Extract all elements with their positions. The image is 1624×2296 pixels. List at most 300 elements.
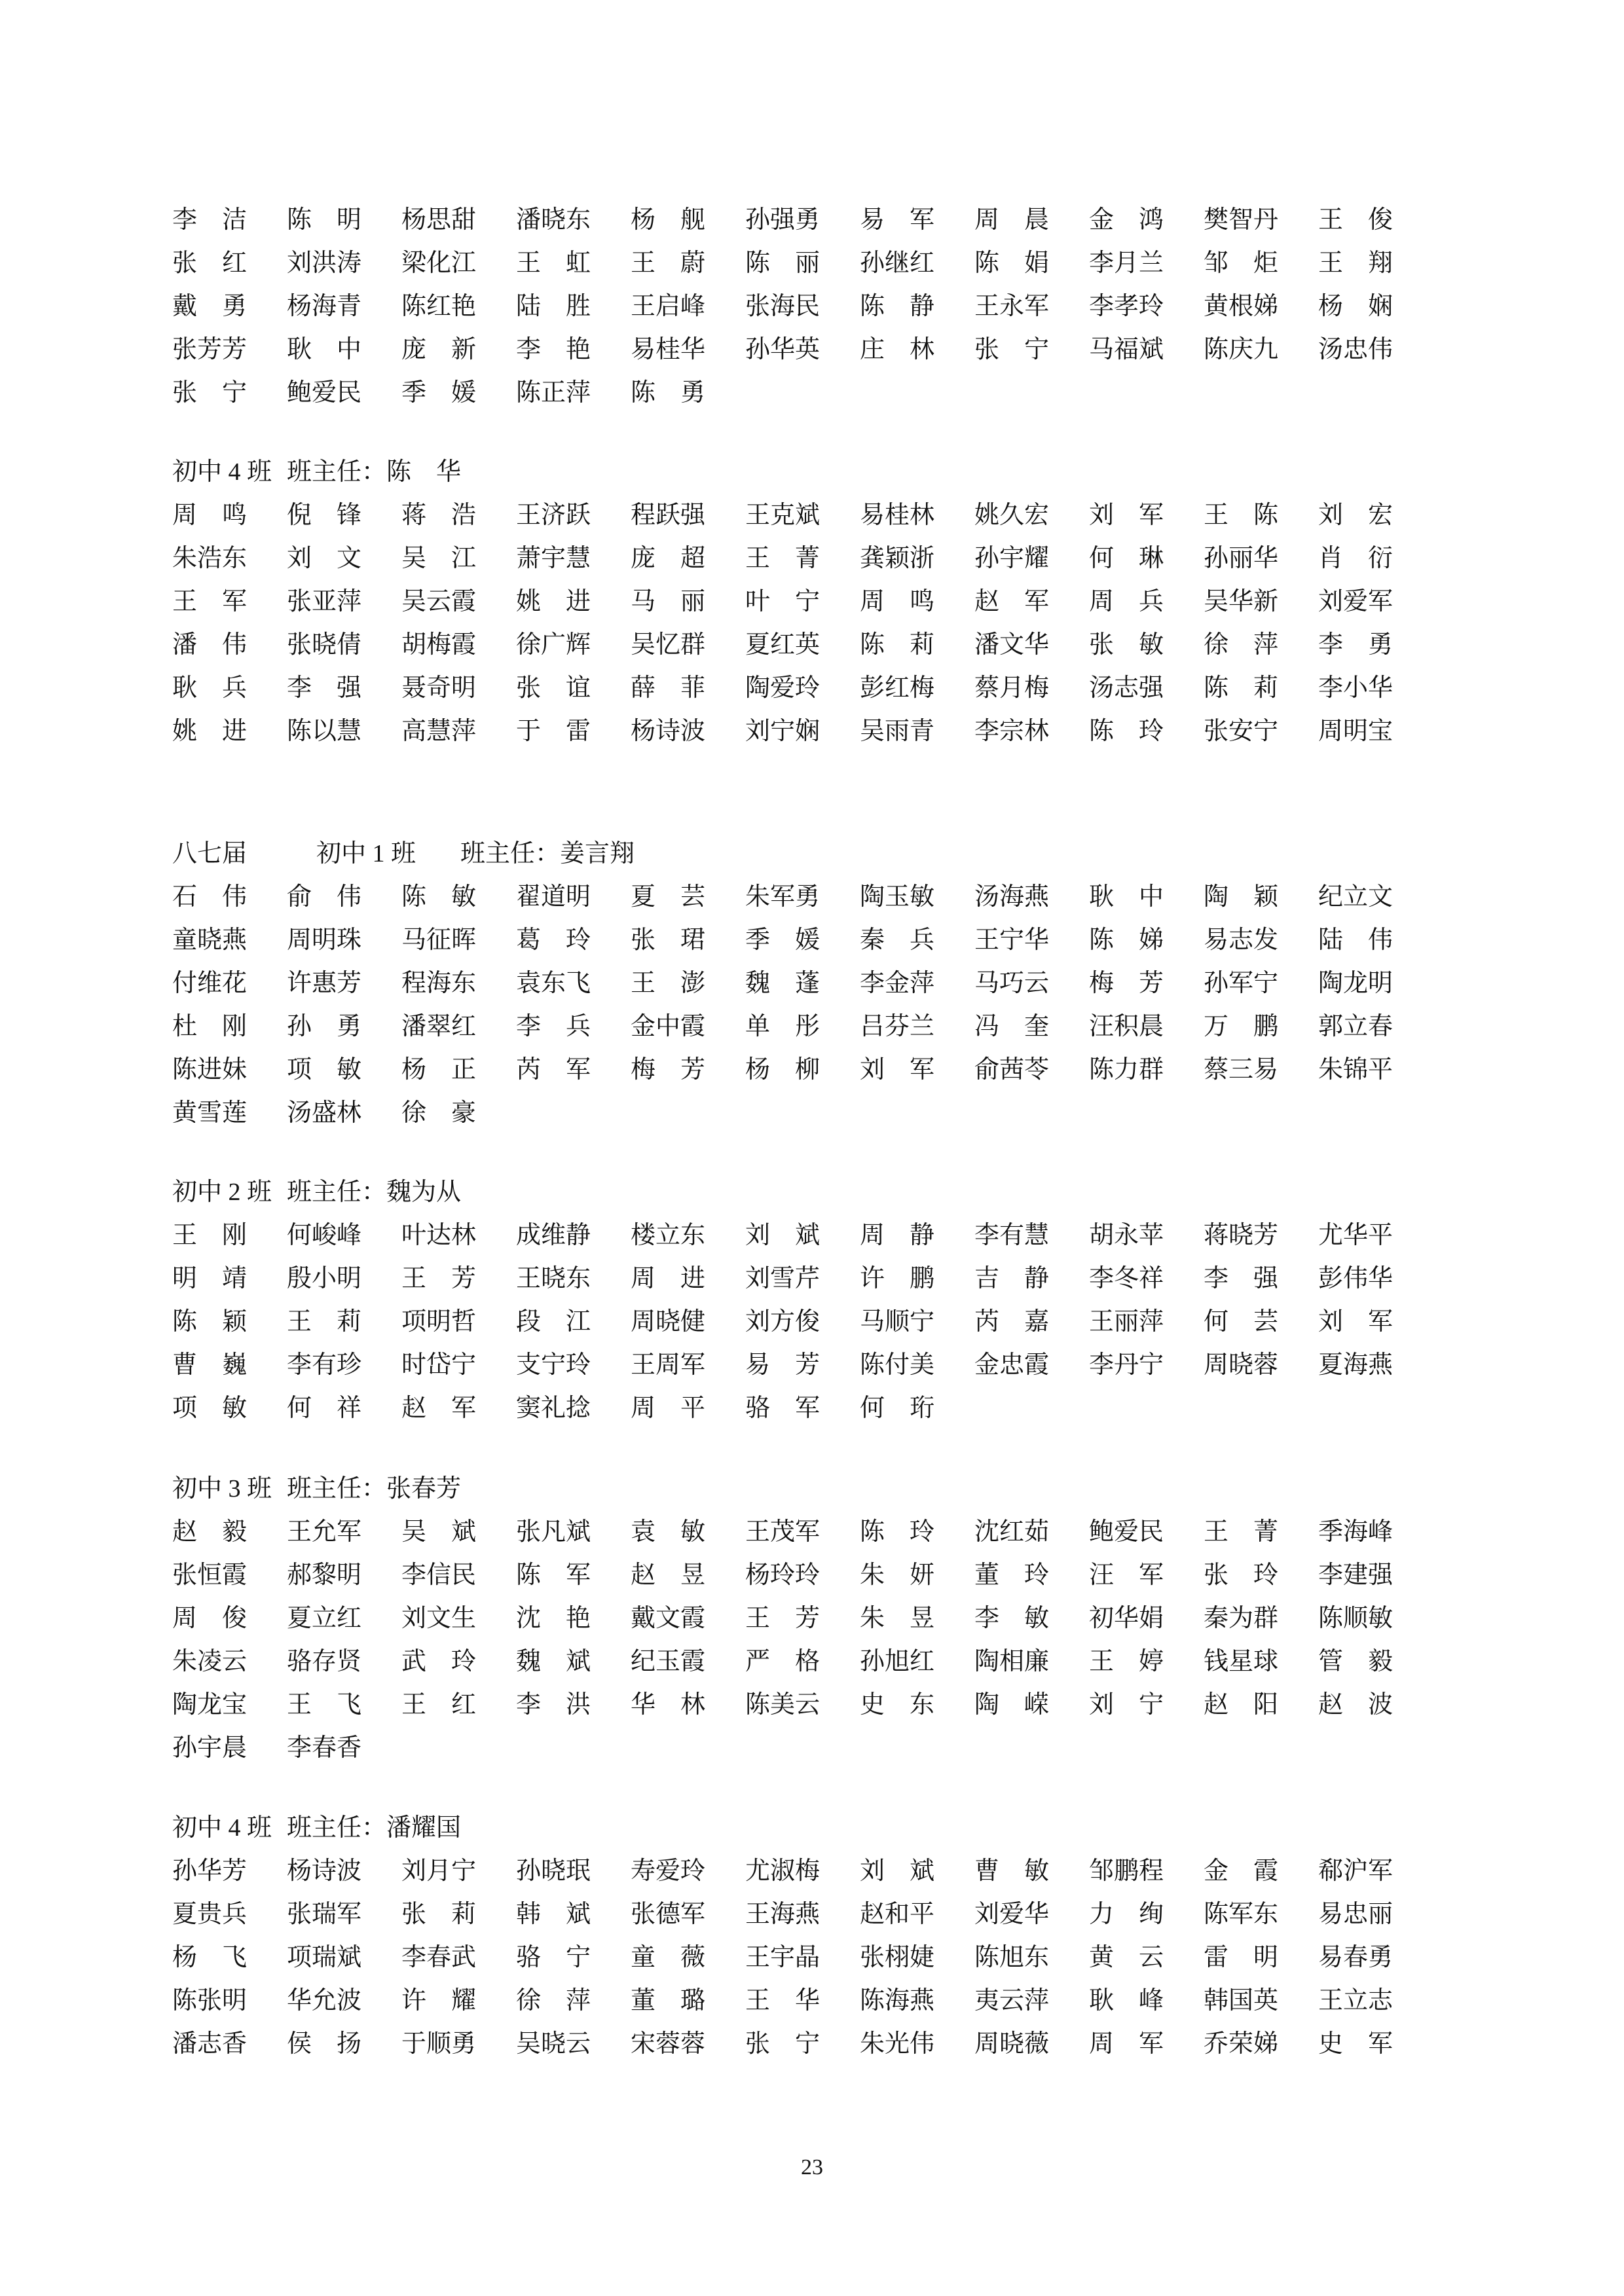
student-name: 张 玲 [1204,1561,1279,1589]
student-name: 胡梅霞 [401,631,477,659]
student-name: 陶 颖 [1204,883,1279,911]
student-name: 易 军 [860,206,935,234]
student-name: 杨思甜 [401,206,477,234]
name-row [0,1092,1624,1134]
student-name: 陈 敏 [401,883,477,911]
student-name: 黄 云 [1089,1944,1164,1971]
student-name: 陈正萍 [516,379,591,407]
name-row [0,329,1624,371]
student-name: 李 艳 [516,336,591,363]
student-name: 刘 斌 [860,1857,935,1885]
student-name: 夷云萍 [974,1987,1050,2014]
student-name: 王 婷 [1089,1648,1164,1675]
student-name: 彭伟华 [1318,1265,1393,1292]
section-header-part: 初中 4 班 [172,1814,272,1842]
student-name: 陈 勇 [631,379,706,407]
student-name: 李 强 [1204,1265,1279,1292]
student-name: 郝黎明 [287,1561,362,1589]
student-name: 刘 文 [287,545,362,572]
student-name: 史 东 [860,1691,935,1719]
student-name: 戴文霞 [631,1605,706,1632]
student-name: 杨玲玲 [745,1561,821,1589]
student-name: 魏 斌 [516,1648,591,1675]
student-name: 姚 进 [516,588,591,615]
student-name: 张德军 [631,1901,706,1928]
student-name: 段 江 [516,1308,591,1336]
student-name: 马 丽 [631,588,706,615]
student-name: 姚 进 [172,718,248,745]
student-name: 华 林 [631,1691,706,1719]
student-name: 童晓燕 [172,926,248,954]
student-name: 薛 菲 [631,674,706,702]
student-name: 蒋 浩 [401,501,477,529]
student-name: 何 祥 [287,1394,362,1422]
student-name: 张 珺 [631,926,706,954]
student-name: 时岱宁 [401,1351,477,1379]
name-row [0,285,1624,327]
student-name: 潘晓东 [516,206,591,234]
student-name: 张亚萍 [287,588,362,615]
student-name: 严 格 [745,1648,821,1675]
student-name: 吴 斌 [401,1518,477,1546]
student-name: 龚颖浙 [860,545,935,572]
student-name: 秦 兵 [860,926,935,954]
student-name: 陈军东 [1204,1901,1279,1928]
student-name: 吴忆群 [631,631,706,659]
student-name: 吴晓云 [516,2030,591,2058]
student-name: 蒋晓芳 [1204,1222,1279,1249]
student-name: 赵 波 [1318,1691,1393,1719]
student-name: 张瑞军 [287,1901,362,1928]
name-row [0,1006,1624,1048]
student-name: 刘文生 [401,1605,477,1632]
student-name: 夏海燕 [1318,1351,1393,1379]
name-row [0,624,1624,666]
student-name: 易桂华 [631,336,706,363]
student-name: 金 霞 [1204,1857,1279,1885]
student-name: 李金萍 [860,970,935,997]
student-name: 潘 伟 [172,631,248,659]
student-name: 何 珩 [860,1394,935,1422]
student-name: 李月兰 [1089,249,1164,277]
student-name: 周 俊 [172,1605,248,1632]
student-name: 孙旭红 [860,1648,935,1675]
student-name: 陶 嵘 [974,1691,1050,1719]
name-row [0,1301,1624,1343]
student-name: 肖 衍 [1318,545,1393,572]
name-row [0,1344,1624,1386]
student-name: 周 进 [631,1265,706,1292]
student-name: 李春武 [401,1944,477,1971]
student-name: 初华娟 [1089,1605,1164,1632]
student-name: 纪玉霞 [631,1648,706,1675]
student-name: 王 蔚 [631,249,706,277]
student-name: 吴雨青 [860,718,935,745]
student-name: 易忠丽 [1318,1901,1393,1928]
student-name: 李 洪 [516,1691,591,1719]
student-name: 陈 军 [516,1561,591,1589]
student-name: 史 军 [1318,2030,1393,2058]
student-name: 秦为群 [1204,1605,1279,1632]
student-name: 力 绚 [1089,1901,1164,1928]
student-name: 郭立春 [1318,1013,1393,1040]
student-name: 朱军勇 [745,883,821,911]
student-name: 王 军 [172,588,248,615]
student-name: 周 鸣 [860,588,935,615]
student-name: 于顺勇 [401,2030,477,2058]
student-name: 杨海青 [287,293,362,320]
student-name: 郗沪军 [1318,1857,1393,1885]
student-name: 项明哲 [401,1308,477,1336]
name-row [0,667,1624,709]
section-header-part: 初中 2 班 [172,1178,272,1206]
student-name: 李小华 [1318,674,1393,702]
page-number: 23 [801,2155,823,2179]
student-name: 韩 斌 [516,1901,591,1928]
student-name: 王 刚 [172,1222,248,1249]
student-name: 袁 敏 [631,1518,706,1546]
student-name: 张海民 [745,293,821,320]
student-name: 赵 军 [401,1394,477,1422]
student-name: 杨 舰 [631,206,706,234]
student-name: 马顺宁 [860,1308,935,1336]
student-name: 王宇晶 [745,1944,821,1971]
student-name: 陆 伟 [1318,926,1393,954]
student-name: 夏红英 [745,631,821,659]
student-name: 马巧云 [974,970,1050,997]
student-name: 葛 玲 [516,926,591,954]
student-name: 金 鸿 [1089,206,1164,234]
student-name: 陈海燕 [860,1987,935,2014]
student-name: 项 敏 [172,1394,248,1422]
student-name: 刘 宁 [1089,1691,1164,1719]
student-name: 孙军宁 [1204,970,1279,997]
student-name: 何 琳 [1089,545,1164,572]
student-name: 芮 嘉 [974,1308,1050,1336]
student-name: 李建强 [1318,1561,1393,1589]
student-name: 邹 炬 [1204,249,1279,277]
student-name: 李孝玲 [1089,293,1164,320]
student-name: 杨 飞 [172,1944,248,1971]
student-name: 王克斌 [745,501,821,529]
student-name: 王宁华 [974,926,1050,954]
student-name: 程跃强 [631,501,706,529]
student-name: 寿爱玲 [631,1857,706,1885]
student-name: 马福斌 [1089,336,1164,363]
student-name: 汤海燕 [974,883,1050,911]
student-name: 陶相廉 [974,1648,1050,1675]
student-name: 张晓倩 [287,631,362,659]
student-name: 骆 军 [745,1394,821,1422]
student-name: 曹 敏 [974,1857,1050,1885]
name-row [0,919,1624,961]
student-name: 彭红梅 [860,674,935,702]
student-name: 李信民 [401,1561,477,1589]
student-name: 何峻峰 [287,1222,362,1249]
name-row [0,1893,1624,1935]
name-row [0,876,1624,918]
student-name: 梅 芳 [631,1056,706,1084]
student-name: 鲍爱民 [1089,1518,1164,1546]
student-name: 梅 芳 [1089,970,1164,997]
student-name: 陈张明 [172,1987,248,2014]
student-name: 杨诗波 [631,718,706,745]
student-name: 蔡月梅 [974,674,1050,702]
student-name: 黄雪莲 [172,1099,248,1127]
student-name: 于 雷 [516,718,591,745]
section-header-part: 班主任：潘耀国 [287,1814,462,1842]
student-name: 乔荣娣 [1204,2030,1279,2058]
student-name: 吉 静 [974,1265,1050,1292]
student-name: 徐 豪 [401,1099,477,1127]
student-name: 朱浩东 [172,545,248,572]
name-row [0,1049,1624,1091]
student-name: 耿 兵 [172,674,248,702]
student-name: 杜 刚 [172,1013,248,1040]
student-name: 张 莉 [401,1901,477,1928]
student-name: 翟道明 [516,883,591,911]
student-name: 窦礼捻 [516,1394,591,1422]
student-name: 黄根娣 [1204,293,1279,320]
student-name: 易志发 [1204,926,1279,954]
student-name: 朱 昱 [860,1605,935,1632]
student-name: 倪 锋 [287,501,362,529]
student-name: 王 飞 [287,1691,362,1719]
student-name: 何 芸 [1204,1308,1279,1336]
student-name: 金忠霞 [974,1351,1050,1379]
student-name: 王周军 [631,1351,706,1379]
student-name: 王晓东 [516,1265,591,1292]
student-name: 俞茜苓 [974,1056,1050,1084]
student-name: 许 鹏 [860,1265,935,1292]
student-name: 张 敏 [1089,631,1164,659]
student-name: 陈红艳 [401,293,477,320]
student-name: 刘月宁 [401,1857,477,1885]
section-header-part: 班主任：陈 华 [287,458,462,486]
student-name: 尤淑梅 [745,1857,821,1885]
student-name: 曹 巍 [172,1351,248,1379]
student-name: 刘 军 [1089,501,1164,529]
student-name: 董 玲 [974,1561,1050,1589]
student-name: 杨诗波 [287,1857,362,1885]
name-row [0,494,1624,536]
student-name: 樊智丹 [1204,206,1279,234]
student-name: 吴华新 [1204,588,1279,615]
student-name: 汪积晨 [1089,1013,1164,1040]
student-name: 李 强 [287,674,362,702]
student-name: 刘雪芹 [745,1265,821,1292]
student-name: 王济跃 [516,501,591,529]
student-name: 陈美云 [745,1691,821,1719]
student-name: 李春香 [287,1734,362,1762]
student-name: 陈 玲 [860,1518,935,1546]
student-name: 王 菁 [1204,1518,1279,1546]
student-name: 赵 阳 [1204,1691,1279,1719]
student-name: 陈顺敏 [1318,1605,1393,1632]
student-name: 韩国英 [1204,1987,1279,2014]
student-name: 王 莉 [287,1308,362,1336]
student-name: 陈进妹 [172,1056,248,1084]
student-name: 陈 丽 [745,249,821,277]
student-name: 张 宁 [745,2030,821,2058]
student-name: 潘文华 [974,631,1050,659]
student-name: 骆存贤 [287,1648,362,1675]
student-name: 王 红 [401,1691,477,1719]
student-name: 陶爱玲 [745,674,821,702]
section-header-part: 初中 3 班 [172,1475,272,1503]
student-name: 王海燕 [745,1901,821,1928]
student-name: 鲍爱民 [287,379,362,407]
section-header-part: 八七届 [172,840,248,867]
student-name: 陈 明 [287,206,362,234]
student-name: 王允军 [287,1518,362,1546]
student-name: 王 芳 [745,1605,821,1632]
student-name: 季海峰 [1318,1518,1393,1546]
student-name: 吕芬兰 [860,1013,935,1040]
name-row [0,962,1624,1004]
name-row [0,1684,1624,1726]
student-name: 王 澎 [631,970,706,997]
student-name: 华允波 [287,1987,362,2014]
student-name: 单 彤 [745,1013,821,1040]
student-name: 许 耀 [401,1987,477,2014]
student-name: 季 媛 [745,926,821,954]
name-row [0,1214,1624,1256]
student-name: 姚久宏 [974,501,1050,529]
student-name: 陈 静 [860,293,935,320]
student-name: 周 军 [1089,2030,1164,2058]
student-name: 杨 柳 [745,1056,821,1084]
student-name: 王 菁 [745,545,821,572]
student-name: 沈红茹 [974,1518,1050,1546]
student-name: 李 勇 [1318,631,1393,659]
student-name: 汪 军 [1089,1561,1164,1589]
student-name: 王 陈 [1204,501,1279,529]
student-name: 王 翔 [1318,249,1393,277]
student-name: 张 红 [172,249,248,277]
student-name: 许惠芳 [287,970,362,997]
student-name: 袁东飞 [516,970,591,997]
name-row [0,1387,1624,1429]
student-name: 王茂军 [745,1518,821,1546]
student-name: 周晓蓉 [1204,1351,1279,1379]
name-row [0,1597,1624,1639]
student-name: 张凡斌 [516,1518,591,1546]
student-name: 王启峰 [631,293,706,320]
student-name: 周明珠 [287,926,362,954]
student-name: 陶玉敏 [860,883,935,911]
student-name: 刘 军 [1318,1308,1393,1336]
student-name: 徐广辉 [516,631,591,659]
student-name: 王 俊 [1318,206,1393,234]
student-name: 张 宁 [172,379,248,407]
student-name: 陈以慧 [287,718,362,745]
student-name: 徐 萍 [516,1987,591,2014]
student-name: 杨 正 [401,1056,477,1084]
student-name: 王 虹 [516,249,591,277]
student-name: 耿 峰 [1089,1987,1164,2014]
name-row [0,242,1624,284]
student-name: 明 靖 [172,1265,248,1292]
student-name: 李宗林 [974,718,1050,745]
student-name: 汤盛林 [287,1099,362,1127]
student-name: 潘志香 [172,2030,248,2058]
student-name: 张恒霞 [172,1561,248,1589]
name-row [0,2023,1624,2065]
student-name: 李 敏 [974,1605,1050,1632]
student-name: 易春勇 [1318,1944,1393,1971]
student-name: 易 芳 [745,1351,821,1379]
student-name: 陈 颖 [172,1308,248,1336]
name-row [0,1937,1624,1978]
student-name: 程海东 [401,970,477,997]
student-name: 陈旭东 [974,1944,1050,1971]
name-row [0,1258,1624,1300]
student-name: 叶 宁 [745,588,821,615]
student-name: 陶龙明 [1318,970,1393,997]
student-name: 夏立红 [287,1605,362,1632]
student-name: 陆 胜 [516,293,591,320]
student-name: 戴 勇 [172,293,248,320]
student-name: 叶达林 [401,1222,477,1249]
student-name: 孙宇晨 [172,1734,248,1762]
student-name: 夏贵兵 [172,1901,248,1928]
student-name: 童 薇 [631,1944,706,1971]
student-name: 孙丽华 [1204,545,1279,572]
student-name: 沈 艳 [516,1605,591,1632]
student-name: 李 洁 [172,206,248,234]
student-name: 武 玲 [401,1648,477,1675]
name-row [0,710,1624,752]
student-name: 刘洪涛 [287,249,362,277]
student-name: 刘爱军 [1318,588,1393,615]
student-name: 赵 毅 [172,1518,248,1546]
section-header-part: 班主任：张春芳 [287,1475,462,1503]
student-name: 周 鸣 [172,501,248,529]
student-name: 季 媛 [401,379,477,407]
student-name: 陈付美 [860,1351,935,1379]
name-row [0,1850,1624,1892]
student-name: 刘爱华 [974,1901,1050,1928]
student-name: 陈庆九 [1204,336,1279,363]
student-name: 梁化江 [401,249,477,277]
section-header-part: 班主任：魏为从 [287,1178,462,1206]
student-name: 楼立东 [631,1222,706,1249]
student-name: 陈 莉 [1204,674,1279,702]
name-row [0,1980,1624,2022]
student-name: 钱星球 [1204,1648,1279,1675]
student-name: 朱光伟 [860,2030,935,2058]
student-name: 耿 中 [287,336,362,363]
student-name: 夏 芸 [631,883,706,911]
student-name: 金中霞 [631,1013,706,1040]
student-name: 俞 伟 [287,883,362,911]
student-name: 潘翠红 [401,1013,477,1040]
student-name: 董 璐 [631,1987,706,2014]
student-name: 朱锦平 [1318,1056,1393,1084]
student-name: 李冬祥 [1089,1265,1164,1292]
student-name: 汤忠伟 [1318,336,1393,363]
student-name: 陈力群 [1089,1056,1164,1084]
student-name: 支宁玲 [516,1351,591,1379]
student-name: 邹鹏程 [1089,1857,1164,1885]
student-name: 纪立文 [1318,883,1393,911]
section-header-part: 班主任：姜言翔 [460,840,635,867]
student-name: 吴 江 [401,545,477,572]
student-name: 周明宝 [1318,718,1393,745]
student-name: 孙继红 [860,249,935,277]
name-row [0,372,1624,414]
